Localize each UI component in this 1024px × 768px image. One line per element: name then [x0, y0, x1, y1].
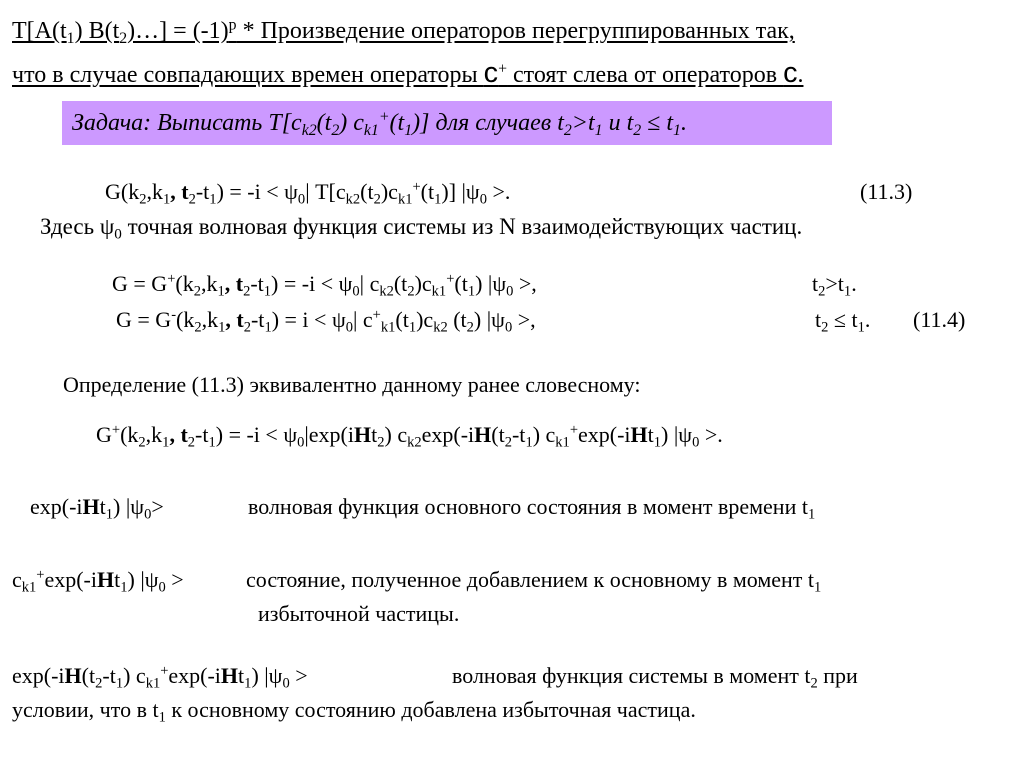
equation-11-3: $G(k_2,k_1$, $t_2-t_1) = -i < \psi_0|$ $T[c_{k2}(t_2)c_{k1}^+(t_1)]$ $|\psi_0$ >.: [105, 179, 511, 208]
header-line-2: [12, 58, 803, 90]
superscript: p: [228, 16, 237, 34]
expl-2-text-line2: избыточной частицы.: [258, 601, 460, 626]
equation-g-plus-expanded: $G^+(k_2,k_1$, $t_2-t_1) = -i < \psi_0|\exp(iHt_2)$ $c_{k2}\exp(-iH(t_2-t_1)$ $c_{k1}^+\exp(-iHt_1)$ $|\psi_0$ >.: [96, 422, 723, 451]
expl-3-text-line2: условии, что в $t_1$ к основному состоянию добавлена избыточная частица.: [12, 697, 696, 726]
equation-11-4-g-plus: $G = G^+(k_2,k_1$, $t_2-t_1) = -i < \psi_0|$ $c_{k2}(t_2)c_{k1}^+(t_1)$ $|\psi_0$ >,: [112, 271, 537, 300]
operator-c: c: [483, 57, 499, 89]
subscript: 2: [119, 29, 128, 47]
operator-c: c: [783, 57, 798, 89]
equation-number-11-4: (11.4): [913, 307, 966, 332]
expl-3-expression: $\exp(-iH(t_2-t_1)$ $c_{k1}^+\exp(-iHt_1) |\psi_0$ >: [12, 663, 308, 692]
header-text: T[A(t: [12, 18, 67, 44]
condition-t2-le-t1: $t_2 \le t_1$.: [815, 307, 871, 336]
header-text: * Произведение операторов перегруппированных так,: [236, 18, 795, 44]
expl-3-text: волновая функция системы в момент $t_2$ при: [452, 663, 858, 692]
header-text: ) B(t: [74, 18, 120, 44]
equation-number-11-3: (11.3): [860, 179, 913, 204]
header-text: )…] = (-1): [127, 18, 229, 44]
header-text: стоят слева от операторов: [507, 62, 784, 88]
header-text: .: [797, 62, 804, 88]
expl-2-expression: $c_{k1}^+\exp(-iHt_1) |\psi_0$ >: [12, 567, 184, 596]
psi0-description: Здесь $\psi_0$ точная волновая функция системы из N взаимодействующих частиц.: [40, 214, 803, 243]
task-text: Задача: Выписать $T[c_{k2}(t_2)$ $c_{k1}^+(t_1)$] для случаев $t_2>t_1$ и $t_2 \le t_1$.: [72, 108, 687, 139]
equation-11-4-g-minus: $G = G^-(k_2,k_1$, $t_2-t_1) = i < \psi_0|$ $c^+_{k1}(t_1)c_{k2}$ $(t_2)$ $|\psi_0$ >,: [116, 307, 536, 336]
superscript: +: [498, 60, 508, 78]
subscript: 1: [66, 29, 75, 47]
task-box: [62, 101, 832, 145]
condition-t2-gt-t1: $t_2>t_1$.: [812, 271, 857, 300]
header-text: что в случае совпадающих времен операторы: [12, 62, 484, 88]
expl-2-text: состояние, полученное добавлением к основному в момент $t_1$: [246, 567, 822, 596]
header-line-1: [12, 16, 795, 47]
expl-1-expression: exp(-iHt$_1$) $|\psi_0>$: [30, 494, 164, 523]
definition-line: Определение (11.3) эквивалентно данному ранее словесному:: [63, 372, 641, 397]
expl-1-text: волновая функция основного состояния в момент времени $t_1$: [248, 494, 816, 523]
